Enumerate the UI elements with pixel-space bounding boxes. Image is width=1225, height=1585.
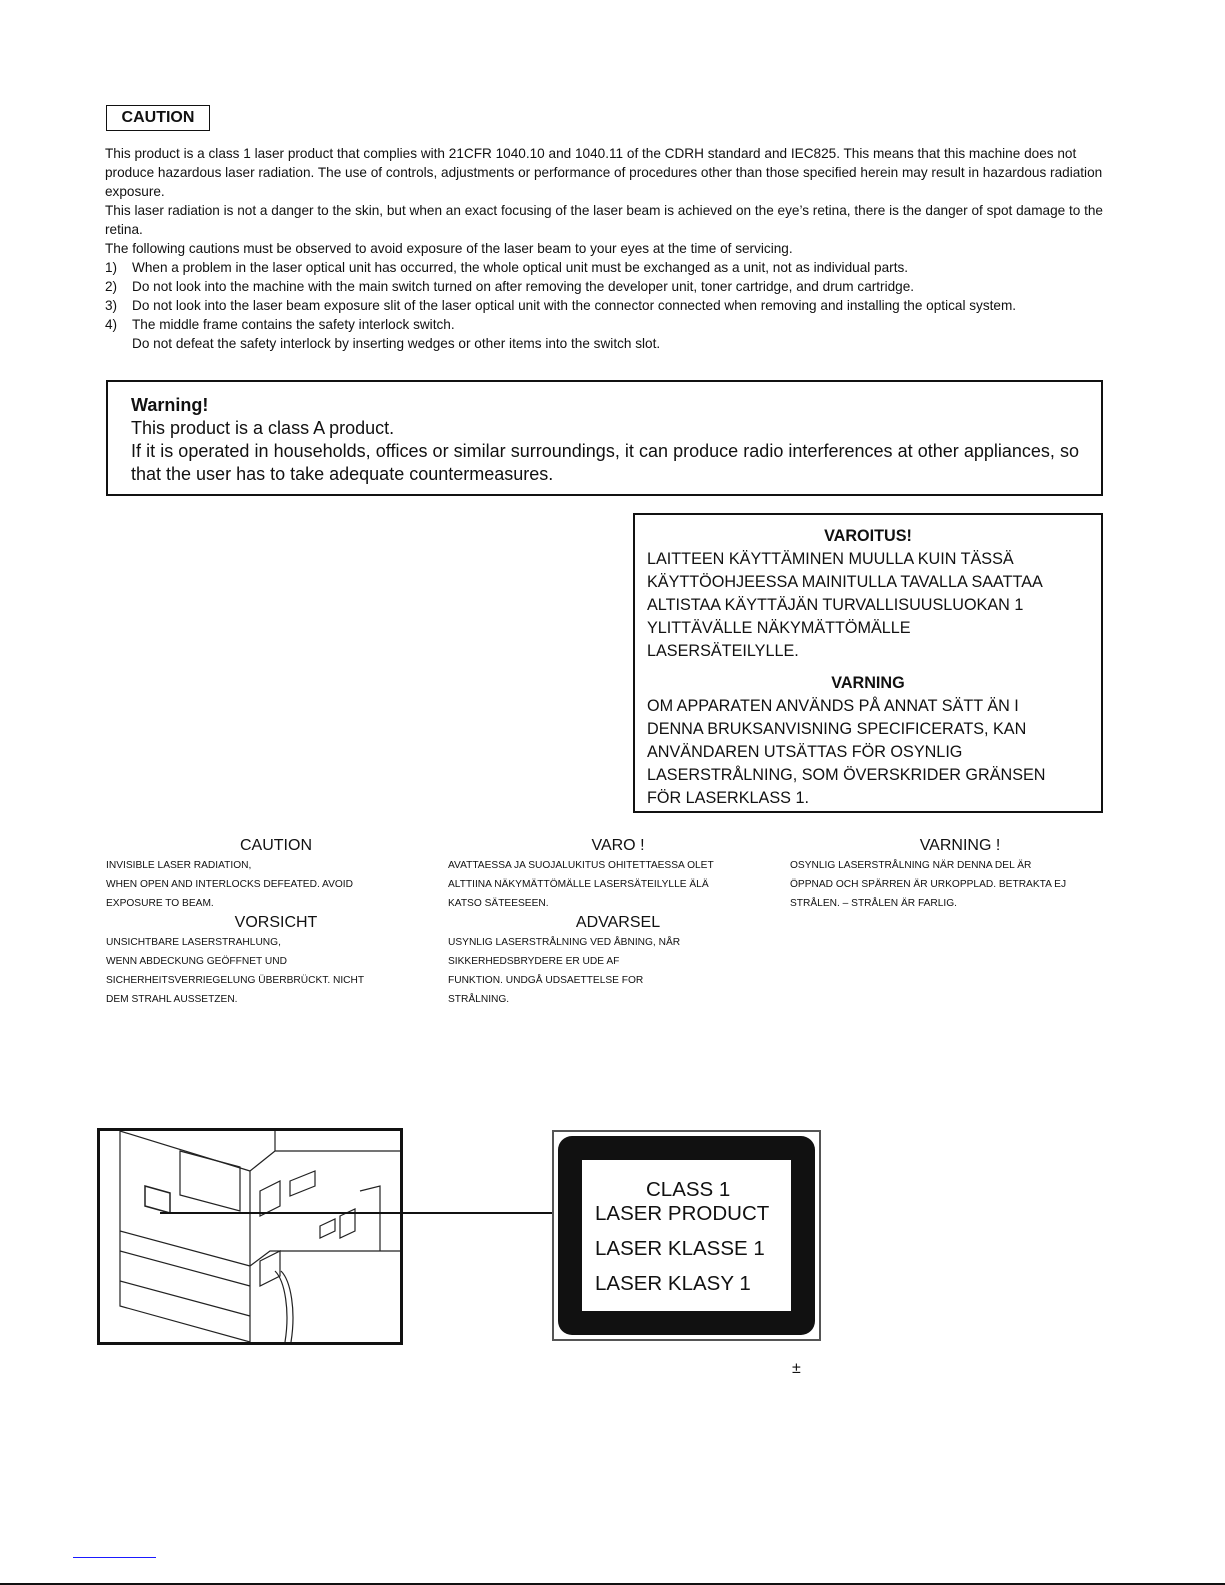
label-line: AVATTAESSA JA SUOJALUKITUS OHITETTAESSA OLET — [448, 860, 714, 871]
label-line: USYNLIG LASERSTRÅLNING VED ÅBNING, NÅR — [448, 937, 681, 948]
varoitus-line: LAITTEEN KÄYTTÄMINEN MUULLA KUIN TÄSSÄ — [647, 550, 1014, 568]
nordic-warning-box — [633, 513, 1103, 813]
item-text: Do not look into the laser beam exposure slit of the laser optical unit with the connector connected when removing and installing the optical system. — [132, 298, 1017, 313]
label-line: STRÅLEN. – STRÅLEN ÄR FARLIG. — [790, 898, 958, 909]
label-line: WENN ABDECKUNG GEÖFFNET UND — [106, 956, 287, 967]
label-line: FUNKTION. UNDGÅ UDSAETTELSE FOR — [448, 975, 644, 986]
intro-paragraph: The following cautions must be observed to avoid exposure of the laser beam to your eyes at the time of servicing. — [105, 241, 793, 256]
label-line: OSYNLIG LASERSTRÅLNING NÄR DENNA DEL ÄR — [790, 860, 1032, 871]
label-klasy: LASER KLASY 1 — [595, 1272, 751, 1295]
label-title: CAUTION — [240, 837, 312, 854]
caution-item — [105, 277, 1105, 296]
item-number: 2) — [105, 279, 118, 294]
varning-line: LASERSTRÅLNING, SOM ÖVERSKRIDER GRÄNSEN — [647, 766, 1046, 784]
blue-rule — [73, 1557, 156, 1558]
class-a-warning-box — [106, 380, 1103, 496]
label-line: EXPOSURE TO BEAM. — [106, 898, 214, 909]
label-line: SICHERHEITSVERRIEGELUNG ÜBERBRÜCKT. NICHT — [106, 975, 365, 986]
label-line: STRÅLNING. — [448, 994, 510, 1005]
label-title: ADVARSEL — [575, 914, 661, 931]
item-number: 1) — [105, 260, 118, 275]
item-number: 3) — [105, 298, 118, 313]
plus-minus-symbol: ± — [792, 1360, 801, 1377]
caution-item — [105, 258, 1105, 277]
item-text: The middle frame contains the safety interlock switch. — [132, 317, 455, 332]
label-class: CLASS 1 — [646, 1178, 731, 1201]
item-number: 4) — [105, 317, 118, 332]
label-line: DEM STRAHL AUSSETZEN. — [106, 994, 238, 1005]
varning-line: ANVÄNDAREN UTSÄTTAS FÖR OSYNLIG — [647, 743, 963, 761]
label-product: LASER PRODUCT — [595, 1202, 770, 1225]
label-line: WHEN OPEN AND INTERLOCKS DEFEATED. AVOID — [106, 879, 353, 890]
caution-body — [105, 144, 1105, 353]
label-text-varo — [448, 836, 788, 1009]
varning-line: OM APPARATEN ANVÄNDS PÅ ANNAT SÄTT ÄN I — [647, 697, 1019, 715]
label-line: UNSICHTBARE LASERSTRAHLUNG, — [106, 937, 281, 948]
item-text: Do not defeat the safety interlock by inserting wedges or other items into the switch slot. — [132, 336, 661, 351]
caution-heading: CAUTION — [106, 105, 210, 131]
warning-text: This product is a class A product. — [131, 418, 395, 438]
caution-item — [105, 296, 1105, 315]
varoitus-line: YLITTÄVÄLLE NÄKYMÄTTÖMÄLLE — [647, 619, 911, 637]
label-line: KATSO SÄTEESEEN. — [448, 898, 549, 909]
label-title: VARNING ! — [919, 837, 1001, 854]
varning-line: DENNA BRUKSANVISNING SPECIFICERATS, KAN — [647, 720, 1027, 738]
item-text: Do not look into the machine with the main switch turned on after removing the developer unit, toner cartridge, and drum cartridge. — [132, 279, 915, 294]
varoitus-title: VAROITUS! — [824, 527, 912, 545]
label-klasse: LASER KLASSE 1 — [595, 1237, 765, 1260]
label-line: ÖPPNAD OCH SPÄRREN ÄR URKOPPLAD. BETRAKTA EJ — [790, 879, 1067, 890]
intro-paragraph: This product is a class 1 laser product that complies with 21CFR 1040.10 and 1040.11 of the CDRH standard and IEC825. This means that this machine does not produce hazardous laser radiation. The use of controls, adjustments or performance of procedures other than those specified herein may result in hazardous radiation exposure. — [105, 146, 1103, 199]
label-title: VARO ! — [591, 837, 645, 854]
machine-illustration — [97, 1128, 403, 1345]
label-text-varning — [790, 836, 1130, 913]
label-line: ALTTIINA NÄKYMÄTTÖMÄLLE LASERSÄTEILYLLE ÄLÄ — [448, 879, 709, 890]
label-leader-line — [160, 1212, 552, 1214]
varning-line: FÖR LASERKLASS 1. — [647, 789, 809, 807]
label-title: VORSICHT — [234, 914, 318, 931]
varoitus-line: KÄYTTÖOHJEESSA MAINITULLA TAVALLA SAATTAA — [647, 573, 1043, 591]
label-line: SIKKERHEDSBRYDERE ER UDE AF — [448, 956, 620, 967]
warning-title: Warning! — [131, 395, 209, 415]
intro-paragraph: This laser radiation is not a danger to the skin, but when an exact focusing of the laser beam is achieved on the eye’s retina, there is the danger of spot damage to the retina. — [105, 203, 1103, 237]
varning-title: VARNING — [831, 674, 905, 692]
varoitus-line: LASERSÄTEILYLLE. — [647, 642, 799, 660]
varoitus-line: ALTISTAA KÄYTTÄJÄN TURVALLISUUSLUOKAN 1 — [647, 596, 1024, 614]
label-line: INVISIBLE LASER RADIATION, — [106, 860, 252, 871]
item-text: When a problem in the laser optical unit has occurred, the whole optical unit must be exchanged as a unit, not as individual parts. — [132, 260, 909, 275]
caution-item — [105, 315, 1105, 353]
laser-class-label — [552, 1130, 821, 1341]
warning-text: If it is operated in households, offices or similar surroundings, it can produce radio interferences at other appliances, so that the user has to take adequate countermeasures. — [131, 441, 1079, 484]
label-text-caution — [106, 836, 446, 1009]
